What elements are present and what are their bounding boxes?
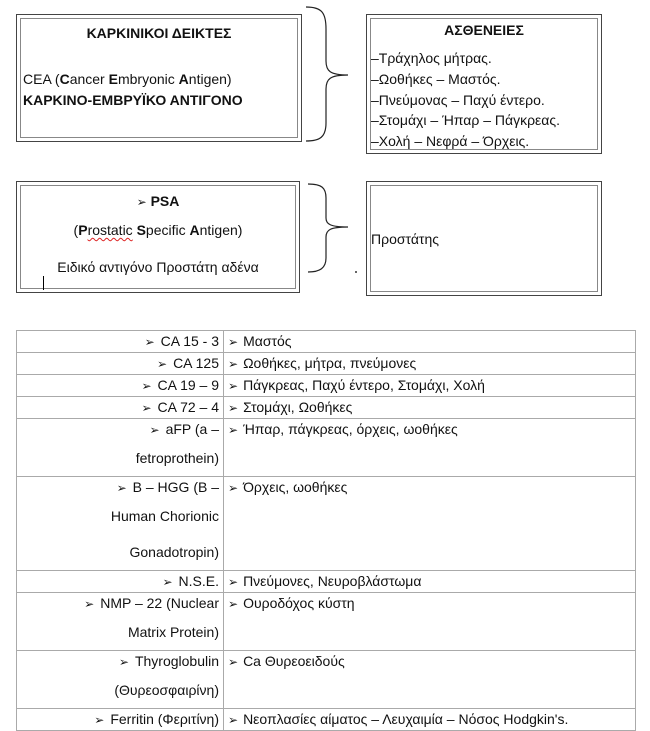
marker-cell xyxy=(17,419,224,477)
marker-name-line: ➢ CA 125 xyxy=(157,355,219,371)
table-row xyxy=(17,353,636,375)
table-row xyxy=(17,571,636,593)
organs-text: Ca Θυρεοειδούς xyxy=(243,653,345,669)
marker-cell xyxy=(17,593,224,651)
arrow-bullet-icon: ➢ xyxy=(228,713,239,727)
arrow-bullet-icon: ➢ xyxy=(141,379,152,393)
marker-name-line: ➢ B – HGG (B – xyxy=(116,479,219,495)
organs-cell xyxy=(224,375,636,397)
diseases-title: ΑΣΘΕΝΕΙΕΣ xyxy=(444,22,524,38)
organs-cell xyxy=(224,709,636,731)
right-brace-2 xyxy=(304,182,360,274)
marker-name-line: ➢ CA 72 – 4 xyxy=(141,399,219,415)
arrow-bullet-icon: ➢ xyxy=(136,195,147,209)
arrow-bullet-icon: ➢ xyxy=(228,575,239,589)
marker-name-line: Matrix Protein) xyxy=(127,624,219,640)
marker-cell xyxy=(17,331,224,353)
table-row xyxy=(17,331,636,353)
table-row xyxy=(17,593,636,651)
organs-text: Ήπαρ, πάγκρεας, όρχεις, ωοθήκες xyxy=(243,421,458,437)
marker-name-line: ➢ Ferritin (Φεριτίνη) xyxy=(94,711,219,727)
tumor-markers-table xyxy=(16,330,636,731)
arrow-bullet-icon: ➢ xyxy=(228,597,239,611)
marker-name-line: fetroprothein) xyxy=(135,450,219,466)
marker-name-line: Gonadotropin) xyxy=(129,544,219,560)
cea-greek-name: ΚΑΡΚΙΝΟ-ΕΜΒΡΥΪΚΟ ΑΝΤΙΓΟΝΟ xyxy=(23,92,243,108)
arrow-bullet-icon: ➢ xyxy=(157,357,168,371)
table-row xyxy=(17,419,636,477)
marker-cell xyxy=(17,651,224,709)
arrow-bullet-icon: ➢ xyxy=(228,655,239,669)
organs-text: Όρχεις, ωοθήκες xyxy=(243,479,348,495)
table-row xyxy=(17,397,636,419)
psa-title: ➢ PSA xyxy=(136,193,180,209)
prostate-box xyxy=(366,181,602,296)
organs-cell xyxy=(224,331,636,353)
organs-text: Πνεύμονες, Νευροβλάστωμα xyxy=(243,573,422,589)
organs-cell xyxy=(224,593,636,651)
table-row xyxy=(17,477,636,571)
organs-text: Πάγκρεας, Παχύ έντερο, Στομάχι, Χολή xyxy=(243,377,485,393)
disease-item: –Στομάχι – Ήπαρ – Πάγκρεας. xyxy=(371,112,561,128)
marker-cell xyxy=(17,375,224,397)
disease-item: –Πνεύμονας – Παχύ έντερο. xyxy=(371,92,545,108)
arrow-bullet-icon: ➢ xyxy=(228,357,239,371)
marker-cell xyxy=(17,477,224,571)
arrow-bullet-icon: ➢ xyxy=(116,481,127,495)
arrow-bullet-icon: ➢ xyxy=(118,655,129,669)
marker-cell xyxy=(17,397,224,419)
arrow-bullet-icon: ➢ xyxy=(141,401,152,415)
marker-cell xyxy=(17,709,224,731)
tumor-markers-title: ΚΑΡΚΙΝΙΚΟΙ ΔΕΙΚΤΕΣ xyxy=(86,25,232,41)
organs-cell xyxy=(224,571,636,593)
organs-cell xyxy=(224,477,636,571)
marker-name-line: ➢ CA 19 – 9 xyxy=(141,377,219,393)
tumor-markers-box xyxy=(16,14,302,142)
arrow-bullet-icon: ➢ xyxy=(162,575,173,589)
right-brace-1 xyxy=(300,5,360,143)
organs-text: Ωοθήκες, μήτρα, πνεύμονες xyxy=(243,355,417,371)
arrow-bullet-icon: ➢ xyxy=(228,335,239,349)
arrow-bullet-icon: ➢ xyxy=(84,597,95,611)
arrow-bullet-icon: ➢ xyxy=(144,335,155,349)
organs-text: Ουροδόχος κύστη xyxy=(243,595,355,611)
organs-text: Μαστός xyxy=(243,333,292,349)
arrow-bullet-icon: ➢ xyxy=(228,423,239,437)
marker-name-line: ➢ aFP (a – xyxy=(149,421,219,437)
disease-item: –Χολή – Νεφρά – Όρχεις. xyxy=(371,133,530,149)
organs-cell xyxy=(224,419,636,477)
text-cursor xyxy=(43,276,44,290)
cea-full-name: CEA (Cancer Embryonic Antigen) xyxy=(23,71,232,87)
organs-cell xyxy=(224,353,636,375)
marker-name-line: ➢ NMP – 22 (Nuclear xyxy=(84,595,219,611)
arrow-bullet-icon: ➢ xyxy=(228,481,239,495)
organs-text: Νεοπλασίες αίματος – Λευχαιμία – Νόσος Hodgkin's. xyxy=(243,711,569,727)
marker-cell xyxy=(17,353,224,375)
prostate-label: Προστάτης xyxy=(371,231,439,247)
psa-greek-name: Ειδικό αντιγόνο Προστάτη αδένα xyxy=(57,259,259,275)
arrow-bullet-icon: ➢ xyxy=(149,423,160,437)
organs-cell xyxy=(224,651,636,709)
table-row xyxy=(17,651,636,709)
table-row xyxy=(17,709,636,731)
organs-text: Στομάχι, Ωοθήκες xyxy=(243,399,353,415)
organs-cell xyxy=(224,397,636,419)
stray-dot xyxy=(355,271,357,273)
marker-name-line: ➢ N.S.E. xyxy=(162,573,219,589)
arrow-bullet-icon: ➢ xyxy=(228,379,239,393)
marker-name-line: Human Chorionic xyxy=(110,508,219,524)
marker-name-line: ➢ Thyroglobulin xyxy=(118,653,219,669)
arrow-bullet-icon: ➢ xyxy=(94,713,105,727)
psa-box xyxy=(16,181,300,293)
psa-subtitle: (Prostatic Specific Antigen) xyxy=(73,222,243,238)
disease-item: –Ωοθήκες – Μαστός. xyxy=(371,71,501,87)
table-row xyxy=(17,375,636,397)
arrow-bullet-icon: ➢ xyxy=(228,401,239,415)
marker-cell xyxy=(17,571,224,593)
marker-name-line: ➢ CA 15 - 3 xyxy=(144,333,219,349)
disease-item: –Τράχηλος μήτρας. xyxy=(371,50,492,66)
diseases-box xyxy=(366,14,602,154)
marker-name-line: (Θυρεοσφαιρίνη) xyxy=(114,682,219,698)
